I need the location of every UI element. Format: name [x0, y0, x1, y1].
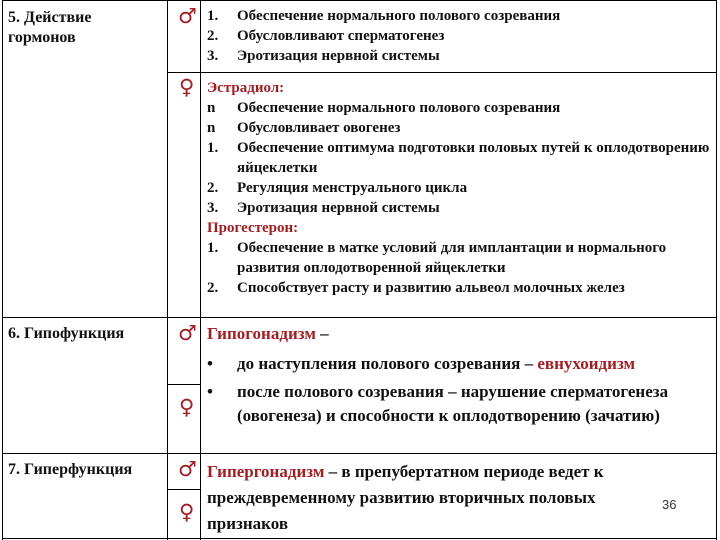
- table-border-left: [2, 0, 3, 540]
- row-label-hyperfunction: 7. Гиперфункция: [8, 461, 133, 478]
- female-symbol-icon: ♀: [179, 75, 195, 99]
- list-item: • до наступления полового созревания – евнухоидизм: [207, 354, 636, 373]
- table-border-right: [716, 0, 717, 540]
- male-hormone-list: [207, 6, 712, 66]
- list-item: n Обеспечение нормального полового созревания: [207, 100, 561, 116]
- female-symbol-icon: ♀: [179, 500, 195, 524]
- slide-number: 36: [662, 497, 677, 512]
- row-divider-1: [2, 317, 717, 318]
- sex-divider-hyperfunction: [167, 489, 201, 490]
- hypogonadism-title: Гипогонадизм –: [207, 324, 329, 343]
- list-item: 2. Регуляция менструального цикла: [207, 180, 468, 196]
- list-item: 3. Эротизация нервной системы: [207, 48, 440, 64]
- list-item: 1. Обеспечение в матке условий для имплантации и нормального развития оплодотворенной яйцеклетки: [207, 240, 667, 276]
- male-symbol-icon: ♂: [178, 4, 197, 28]
- sex-divider-hormones: [167, 72, 717, 73]
- list-item: 2. Обусловливают сперматогенез: [207, 28, 445, 44]
- list-item: 1. Обеспечение нормального полового созревания: [207, 8, 561, 24]
- female-hormone-section: [207, 78, 712, 298]
- hypergonadism-text: Гипергонадизм – в препубертатном периоде ведет к преждевременному развитию вторичных половых признаков: [207, 462, 604, 533]
- table-border-top: [2, 0, 717, 1]
- column-divider-1: [167, 0, 168, 540]
- list-item: 1. Обеспечение оптимума подготовки половых путей к оплодотворению яйцеклетки: [207, 140, 710, 176]
- list-item: • после полового созревания – нарушение сперматогенеза (овогенеза) и способности к оплодотворению (зачатию): [207, 382, 669, 425]
- row-divider-2: [2, 453, 717, 454]
- hypofunction-content: [207, 322, 715, 436]
- column-divider-2: [200, 0, 201, 540]
- list-item: n Обусловливает овогенез: [207, 120, 401, 136]
- estradiol-title: Эстрадиол:: [207, 80, 285, 96]
- progesterone-title: Прогестерон:: [207, 220, 299, 236]
- row-label-hypofunction: 6. Гипофункция: [8, 325, 125, 342]
- male-symbol-icon: ♂: [178, 321, 197, 345]
- sex-divider-hypofunction: [167, 384, 201, 385]
- list-item: 3. Эротизация нервной системы: [207, 200, 440, 216]
- table-border-bottom: [2, 538, 717, 539]
- list-item: 2. Способствует расту и развитию альвеол молочных желез: [207, 280, 625, 296]
- row-label-hormones: 5. Действие гормонов: [8, 9, 92, 46]
- eunuchoidism-term: евнухоидизм: [537, 354, 636, 373]
- male-symbol-icon: ♂: [178, 457, 197, 481]
- female-symbol-icon: ♀: [179, 395, 195, 419]
